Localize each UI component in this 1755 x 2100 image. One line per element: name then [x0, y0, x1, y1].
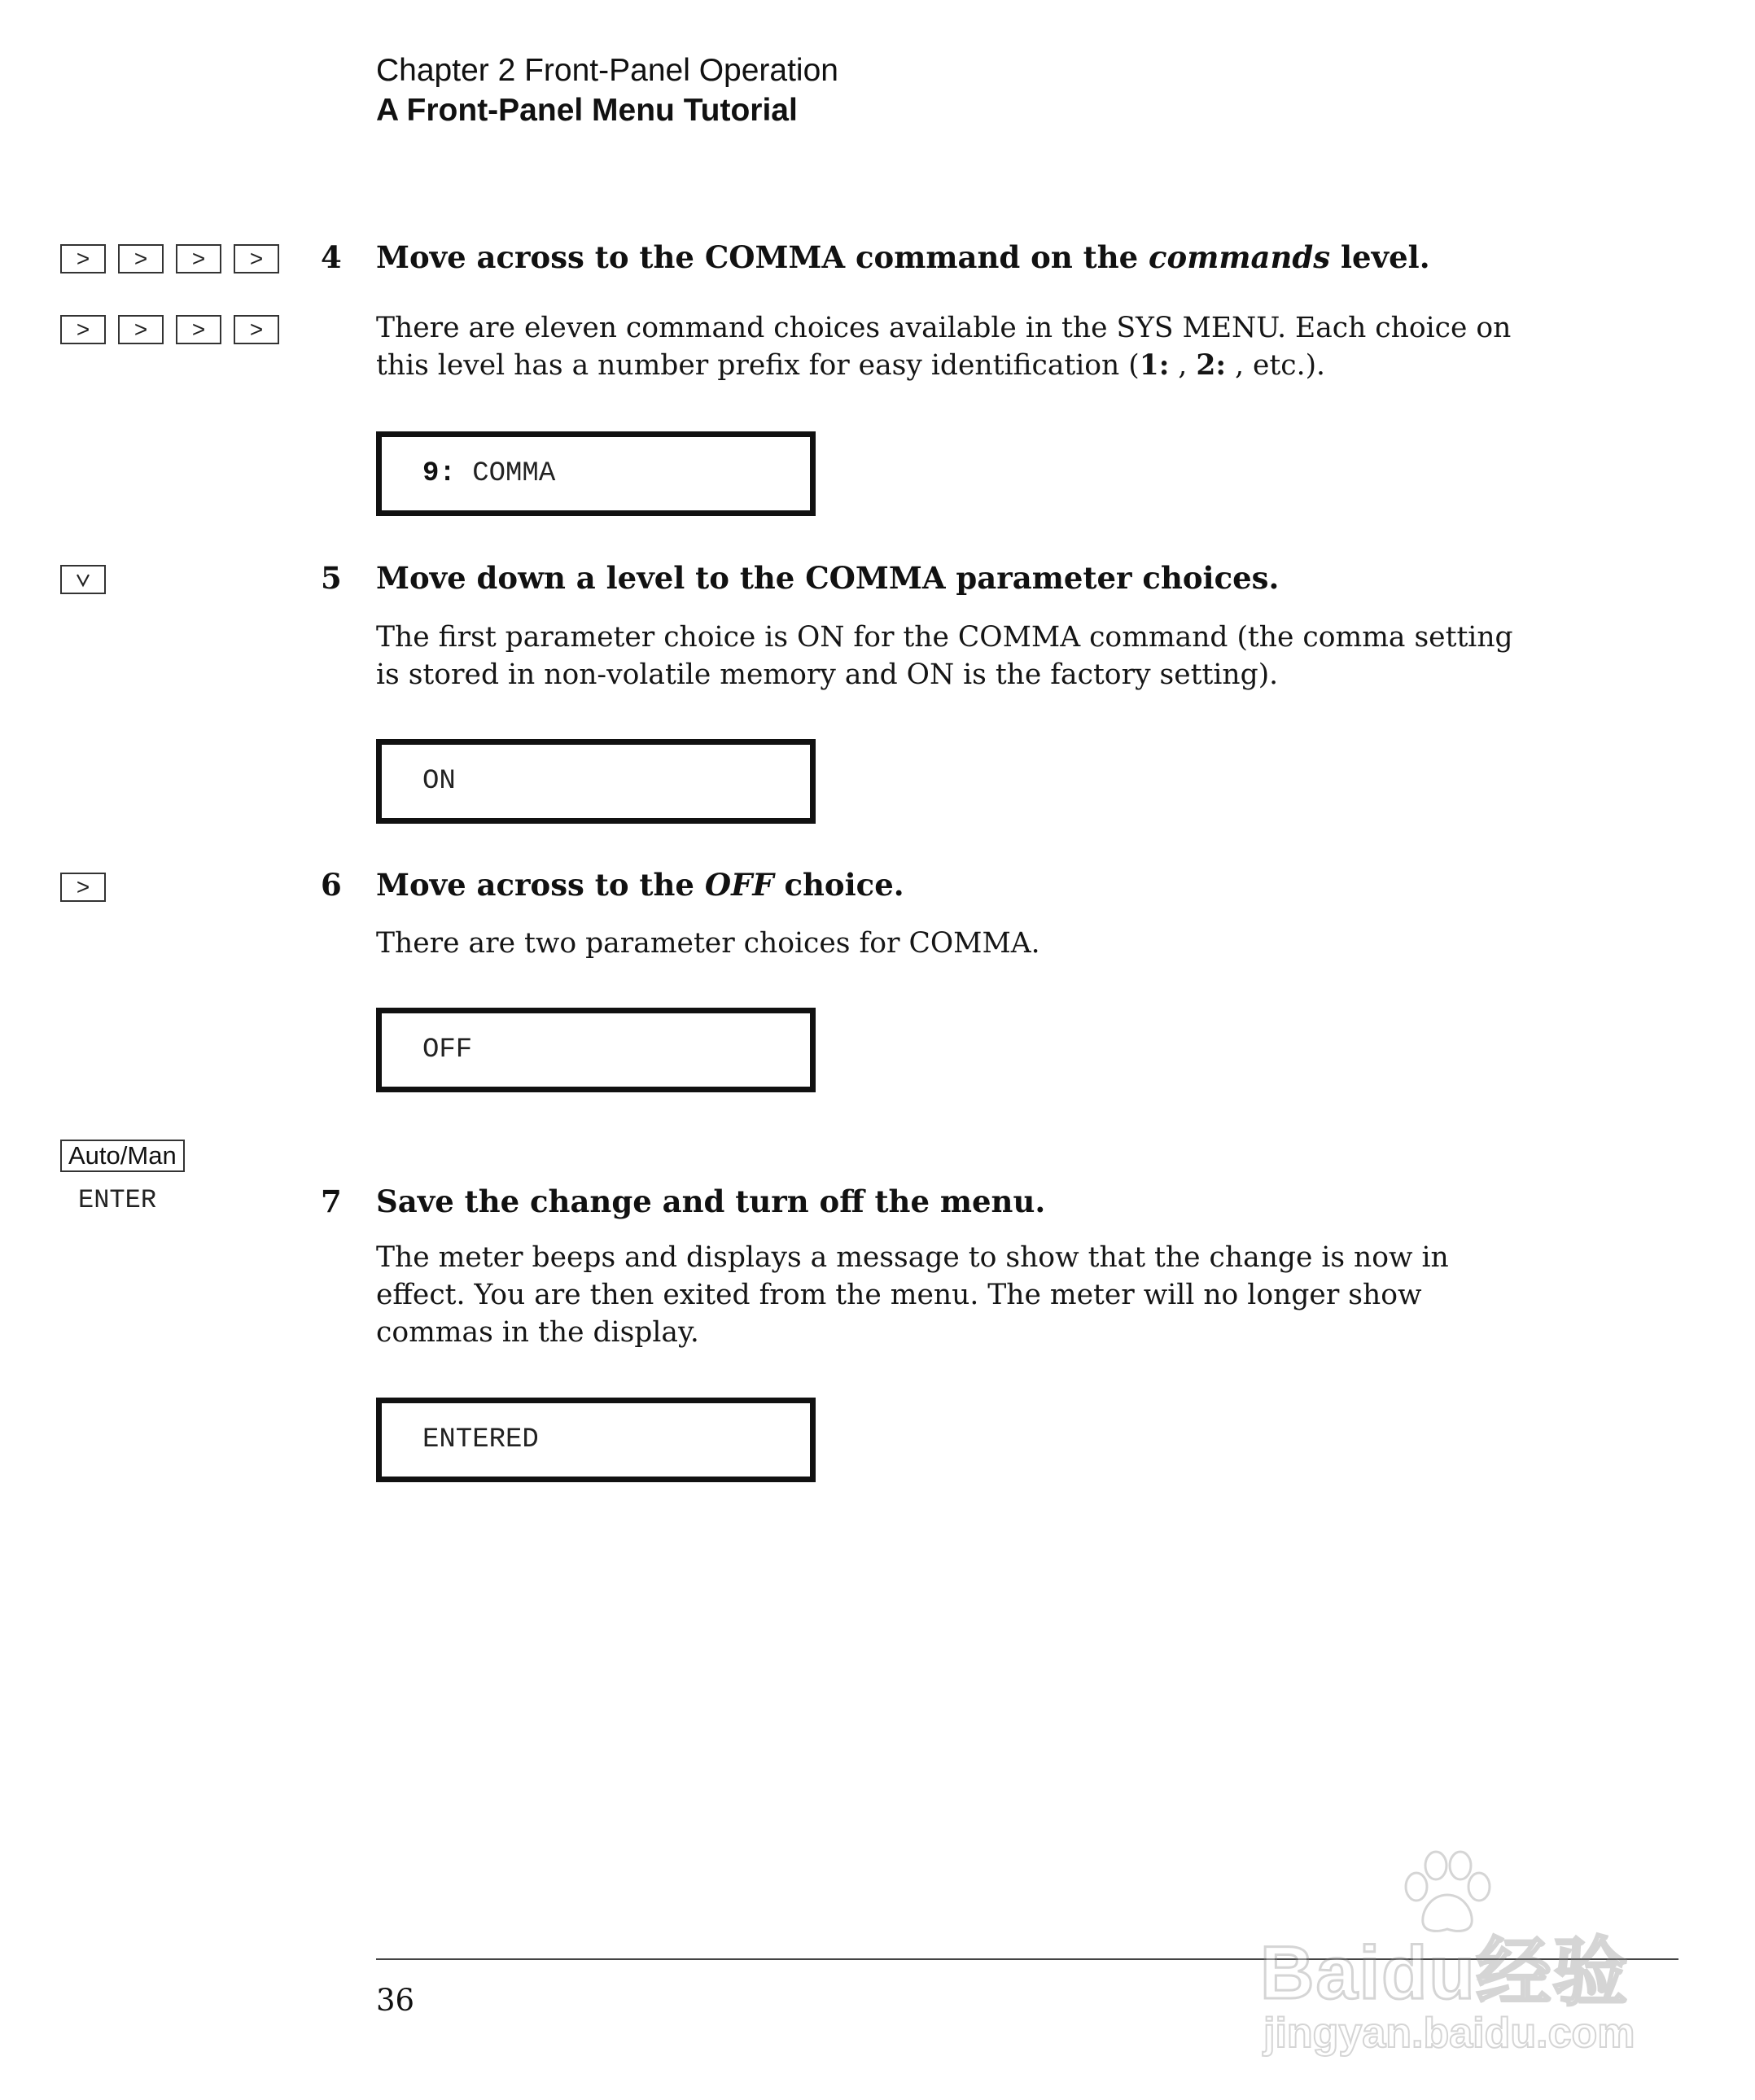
display-panel-entered — [376, 1398, 816, 1482]
step-6-keys — [60, 873, 106, 902]
step-4-title-em: commands — [1149, 239, 1331, 275]
step-4-keys-row-2 — [60, 315, 279, 344]
step-4-text-bold-2: 2: — [1196, 349, 1227, 382]
step-4-keys-row-1 — [60, 244, 279, 273]
page-number: 36 — [376, 1983, 415, 2018]
display-text: ENTERED — [422, 1424, 539, 1455]
step-4-title — [376, 238, 1430, 277]
step-6-title — [376, 865, 904, 904]
display-text: OFF — [422, 1035, 473, 1065]
right-arrow-key: > — [60, 873, 106, 902]
step-4-text-post: , etc.). — [1226, 349, 1326, 382]
right-arrow-key: > — [176, 315, 221, 344]
auto-man-key: Auto/Man — [60, 1140, 185, 1172]
right-arrow-key: > — [176, 244, 221, 273]
watermark-url: jingyan.baidu.com — [1263, 2010, 1635, 2057]
step-7-number: 7 — [321, 1183, 342, 1219]
step-7-text: The meter beeps and displays a message to show that the change is now in effect. You are then exited from the menu. The meter will no longer show commas in the display. — [376, 1241, 1449, 1349]
step-6-title-post: choice. — [773, 867, 904, 903]
page-header — [376, 50, 838, 130]
right-arrow-key: > — [234, 244, 279, 273]
right-arrow-key: > — [60, 315, 106, 344]
step-4-title-post: level. — [1330, 239, 1430, 275]
step-4-text-bold-1: 1: — [1139, 349, 1170, 382]
step-7-title: Save the change and turn off the menu. — [376, 1183, 1046, 1219]
step-5-number: 5 — [321, 560, 342, 596]
step-4-text-mid: , — [1169, 349, 1197, 382]
step-5-title: Move down a level to the COMMA parameter choices. — [376, 560, 1280, 596]
display-panel-off — [376, 1008, 816, 1092]
step-6-text: There are two parameter choices for COMMA. — [376, 927, 1040, 960]
right-arrow-key: > — [118, 315, 164, 344]
down-chevron-icon — [62, 567, 104, 593]
right-arrow-key: > — [118, 244, 164, 273]
enter-key-label: ENTER — [78, 1185, 157, 1215]
step-4-text — [376, 309, 1532, 384]
display-panel-comma — [376, 431, 816, 516]
section-title: A Front-Panel Menu Tutorial — [376, 93, 798, 128]
step-4-number: 4 — [321, 239, 342, 275]
display-text: ON — [422, 766, 456, 797]
watermark-brand: Baidu经验 — [1260, 1932, 1630, 2015]
step-4-title-pre: Move across to the COMMA command on the — [376, 239, 1149, 275]
chapter-title: Chapter 2 Front-Panel Operation — [376, 53, 838, 88]
right-arrow-key: > — [60, 244, 106, 273]
step-4-text-pre: There are eleven command choices available in the SYS MENU. Each choice on this level has a number prefix for easy identification ( — [376, 312, 1512, 382]
display-prefix: 9: — [422, 458, 456, 489]
down-arrow-key — [60, 565, 106, 594]
step-6-number: 6 — [321, 867, 342, 903]
step-5-text: The first parameter choice is ON for the COMMA command (the comma setting is stored in non-volatile memory and ON is the factory setting). — [376, 621, 1513, 691]
display-panel-on — [376, 739, 816, 824]
display-text: COMMA — [455, 458, 556, 489]
right-arrow-key: > — [234, 315, 279, 344]
step-6-title-pre: Move across to the — [376, 867, 705, 903]
step-5-keys — [60, 565, 106, 594]
step-6-title-em: OFF — [704, 867, 774, 903]
baidu-watermark — [1260, 1848, 1683, 2059]
